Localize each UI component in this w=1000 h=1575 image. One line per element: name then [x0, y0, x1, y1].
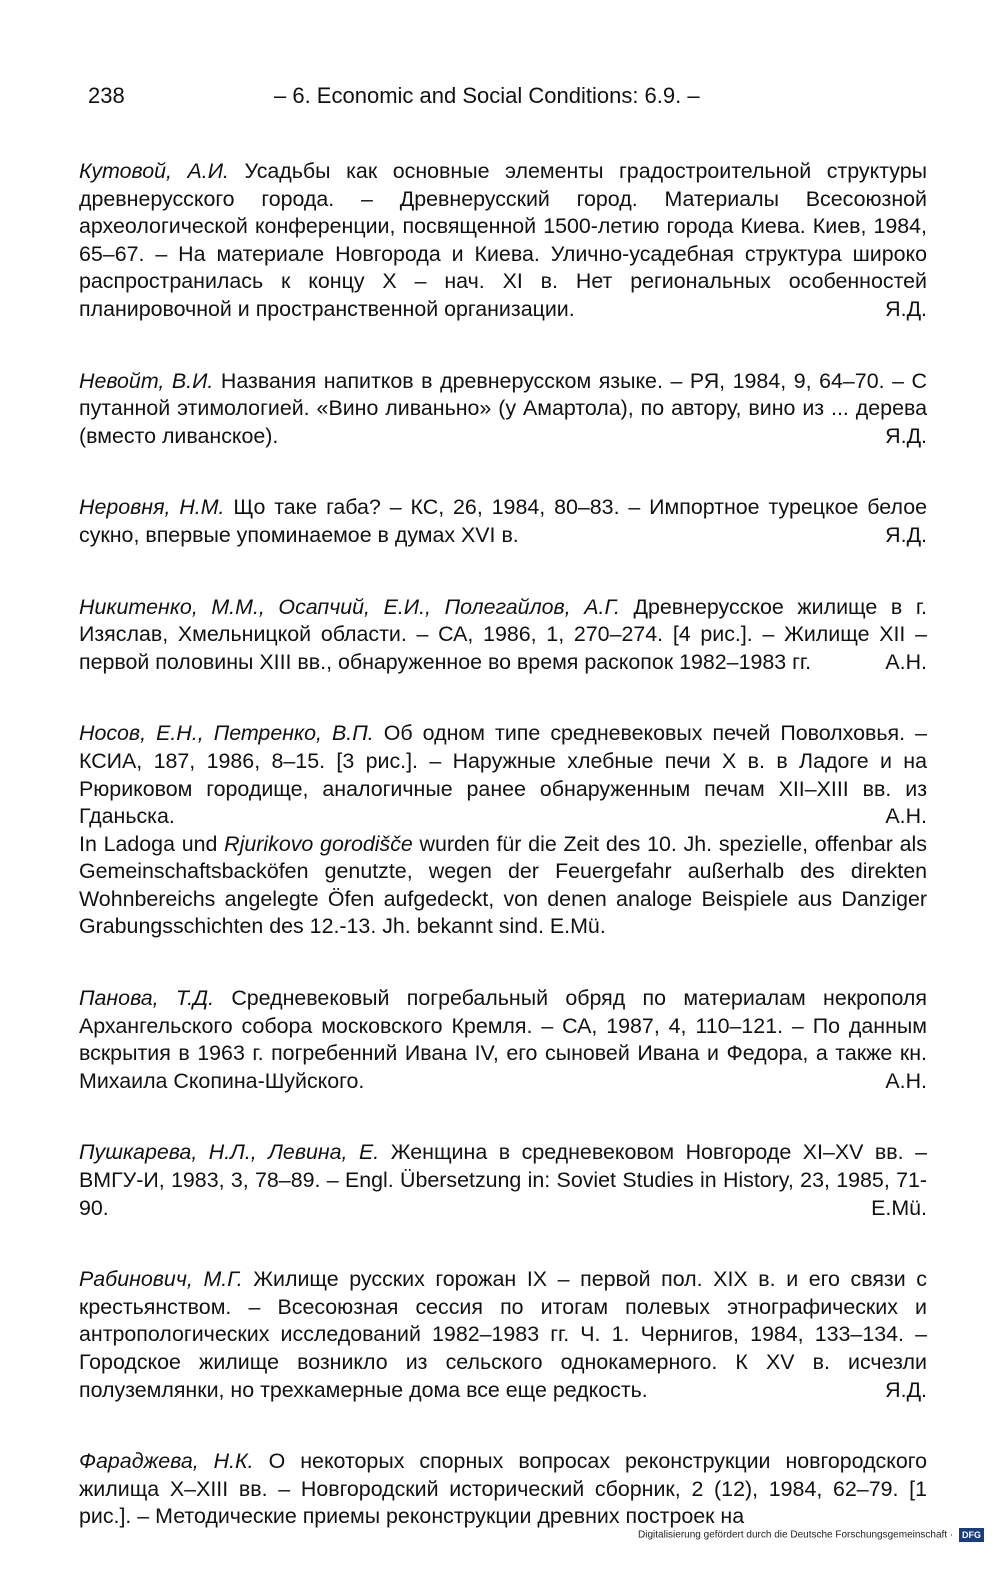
- bibliography-entry: [79, 1139, 927, 1222]
- entry-text: Об одном типе средневековых печей Поволховья. – КСИА, 187, 1986, 8–15. [3 рис.]. – Наружные хлебные печи X в. в Ладоге и на Рюриковом городище, аналогичные ранее обнаруженным печам XII–XIII вв. из Гданьска.: [79, 721, 927, 829]
- bibliography-list: [79, 158, 927, 1575]
- note-text: wurden für die Zeit des 10. Jh. spezielle, offenbar als Gemeinschaftsbacköfen genutzte, wegen der Feuergefahr außerhalb des direkten Wohnbereichs angelegte Öfen aufgedeckt, von denen analoge Beispiele aus Danziger Grabungsschichten des 12.-13. Jh. bekannt sind.: [79, 831, 927, 939]
- entry-text: О некоторых спорных вопросах реконструкции новгородского жилища X–XIII вв. – Новгородский исторический сборник, 2 (12), 1984, 62–79. [1 рис.]. – Методические приемы реконструкции древних построек на: [79, 1449, 927, 1529]
- reviewer-initials: Я.Д.: [885, 296, 927, 321]
- entry-text: Древнерусское жилище в г. Изяслав, Хмельницкой области. – СА, 1986, 1, 270–274. [4 рис.]. – Жилище XII – первой половины XIII вв., обнаруженное во время раскопок 1982–1983 гг.: [79, 594, 927, 674]
- entry-author: Пушкарева, Н.Л., Левина, Е.: [79, 1140, 380, 1165]
- entry-author: Рабинович, М.Г.: [79, 1267, 243, 1292]
- reviewer-initials: А.Н.: [885, 649, 927, 674]
- page-number: 238: [88, 83, 125, 108]
- bibliography-entry: [79, 1266, 927, 1404]
- entry-text: Жилище русских горожан IX – первой пол. XIX в. и его связи с крестьянством. – Всесоюзная сессия по итогам полевых этнографических и антропологических исследований 1982–1983 гг. Ч. 1. Чернигов, 1984, 133–134. – Городское жилище возникло из сельского однокамерного. К XV в. исчезли полуземлянки, но трехкамерные дома все еще редкость.: [79, 1267, 927, 1402]
- note-reviewer-initials: E.Mü.: [549, 914, 606, 939]
- entry-author: Невойт, В.И.: [79, 368, 214, 393]
- reviewer-initials: E.Mü.: [871, 1195, 927, 1220]
- note-italic-term: Rjurikovo gorodišče: [224, 831, 413, 856]
- digitization-footer: [638, 1528, 984, 1543]
- entry-text: Названия напитков в древнерусском языке. – РЯ, 1984, 9, 64–70. – С путанной этимологией. «Вино ливаньно» (у Амартола), по автору, вино из ... дерева (вместо ливанское).: [79, 368, 927, 448]
- entry-author: Неровня, Н.М.: [79, 495, 225, 520]
- reviewer-initials: А.Н.: [885, 1068, 927, 1093]
- reviewer-initials: Я.Д.: [885, 1377, 927, 1402]
- bibliography-entry: [79, 368, 927, 451]
- bibliography-entry: [79, 494, 927, 549]
- bibliography-entry: [79, 720, 927, 941]
- reviewer-initials: Я.Д.: [885, 423, 927, 448]
- footer-text: Digitalisierung gefördert durch die Deutsche Forschungsgemeinschaft ·: [638, 1530, 954, 1541]
- reviewer-initials: Я.Д.: [885, 522, 927, 547]
- bibliography-entry: [79, 594, 927, 677]
- entry-author: Фараджева, Н.К.: [79, 1449, 254, 1474]
- running-title: – 6. Economic and Social Conditions: 6.9. –: [274, 83, 700, 108]
- entry-author: Панова, Т.Д.: [79, 986, 215, 1011]
- entry-note: [79, 831, 927, 941]
- entry-text: Усадьбы как основные элементы градостроительной структуры древнерусского города. – Древнерусский город. Материалы Всесоюзной археологической конференции, посвященной 1500-летию города Киева. Киев, 1984, 65–67. – На материале Новгорода и Киева. Улично-усадебная структура широко распространилась к концу X – нач. XI в. Нет региональных особенностей планировочной и пространственной организации.: [79, 159, 927, 321]
- entry-author: Никитенко, М.М., Осапчий, Е.И., Полегайлов, А.Г.: [79, 594, 620, 619]
- page-header: [88, 76, 928, 116]
- entry-text: Що таке габа? – КС, 26, 1984, 80–83. – Импортное турецкое белое сукно, впервые упоминаемое в думах XVI в.: [79, 495, 927, 547]
- entry-author: Носов, Е.Н., Петренко, В.П.: [79, 721, 374, 746]
- bibliography-entry: [79, 158, 927, 324]
- bibliography-entry: [79, 985, 927, 1095]
- entry-text: Средневековый погребальный обряд по материалам некрополя Архангельского собора московского Кремля. – СА, 1987, 4, 110–121. – По данным вскрытия в 1963 г. погребенний Ивана IV, его сыновей Ивана и Федора, а также кн. Михаила Скопина-Шуйского.: [79, 986, 927, 1093]
- entry-text: Женщина в средневековом Новгороде XI–XV вв. – ВМГУ-И, 1983, 3, 78–89. – Engl. Übersetzung in: Soviet Studies in History, 23, 1985, 71-90.: [79, 1140, 927, 1220]
- bibliography-entry: [79, 1448, 927, 1531]
- dfg-logo: DFG: [959, 1528, 984, 1542]
- entry-author: Кутовой, А.И.: [79, 159, 229, 183]
- reviewer-initials: А.Н.: [885, 804, 927, 829]
- note-text: In Ladoga und: [79, 831, 225, 856]
